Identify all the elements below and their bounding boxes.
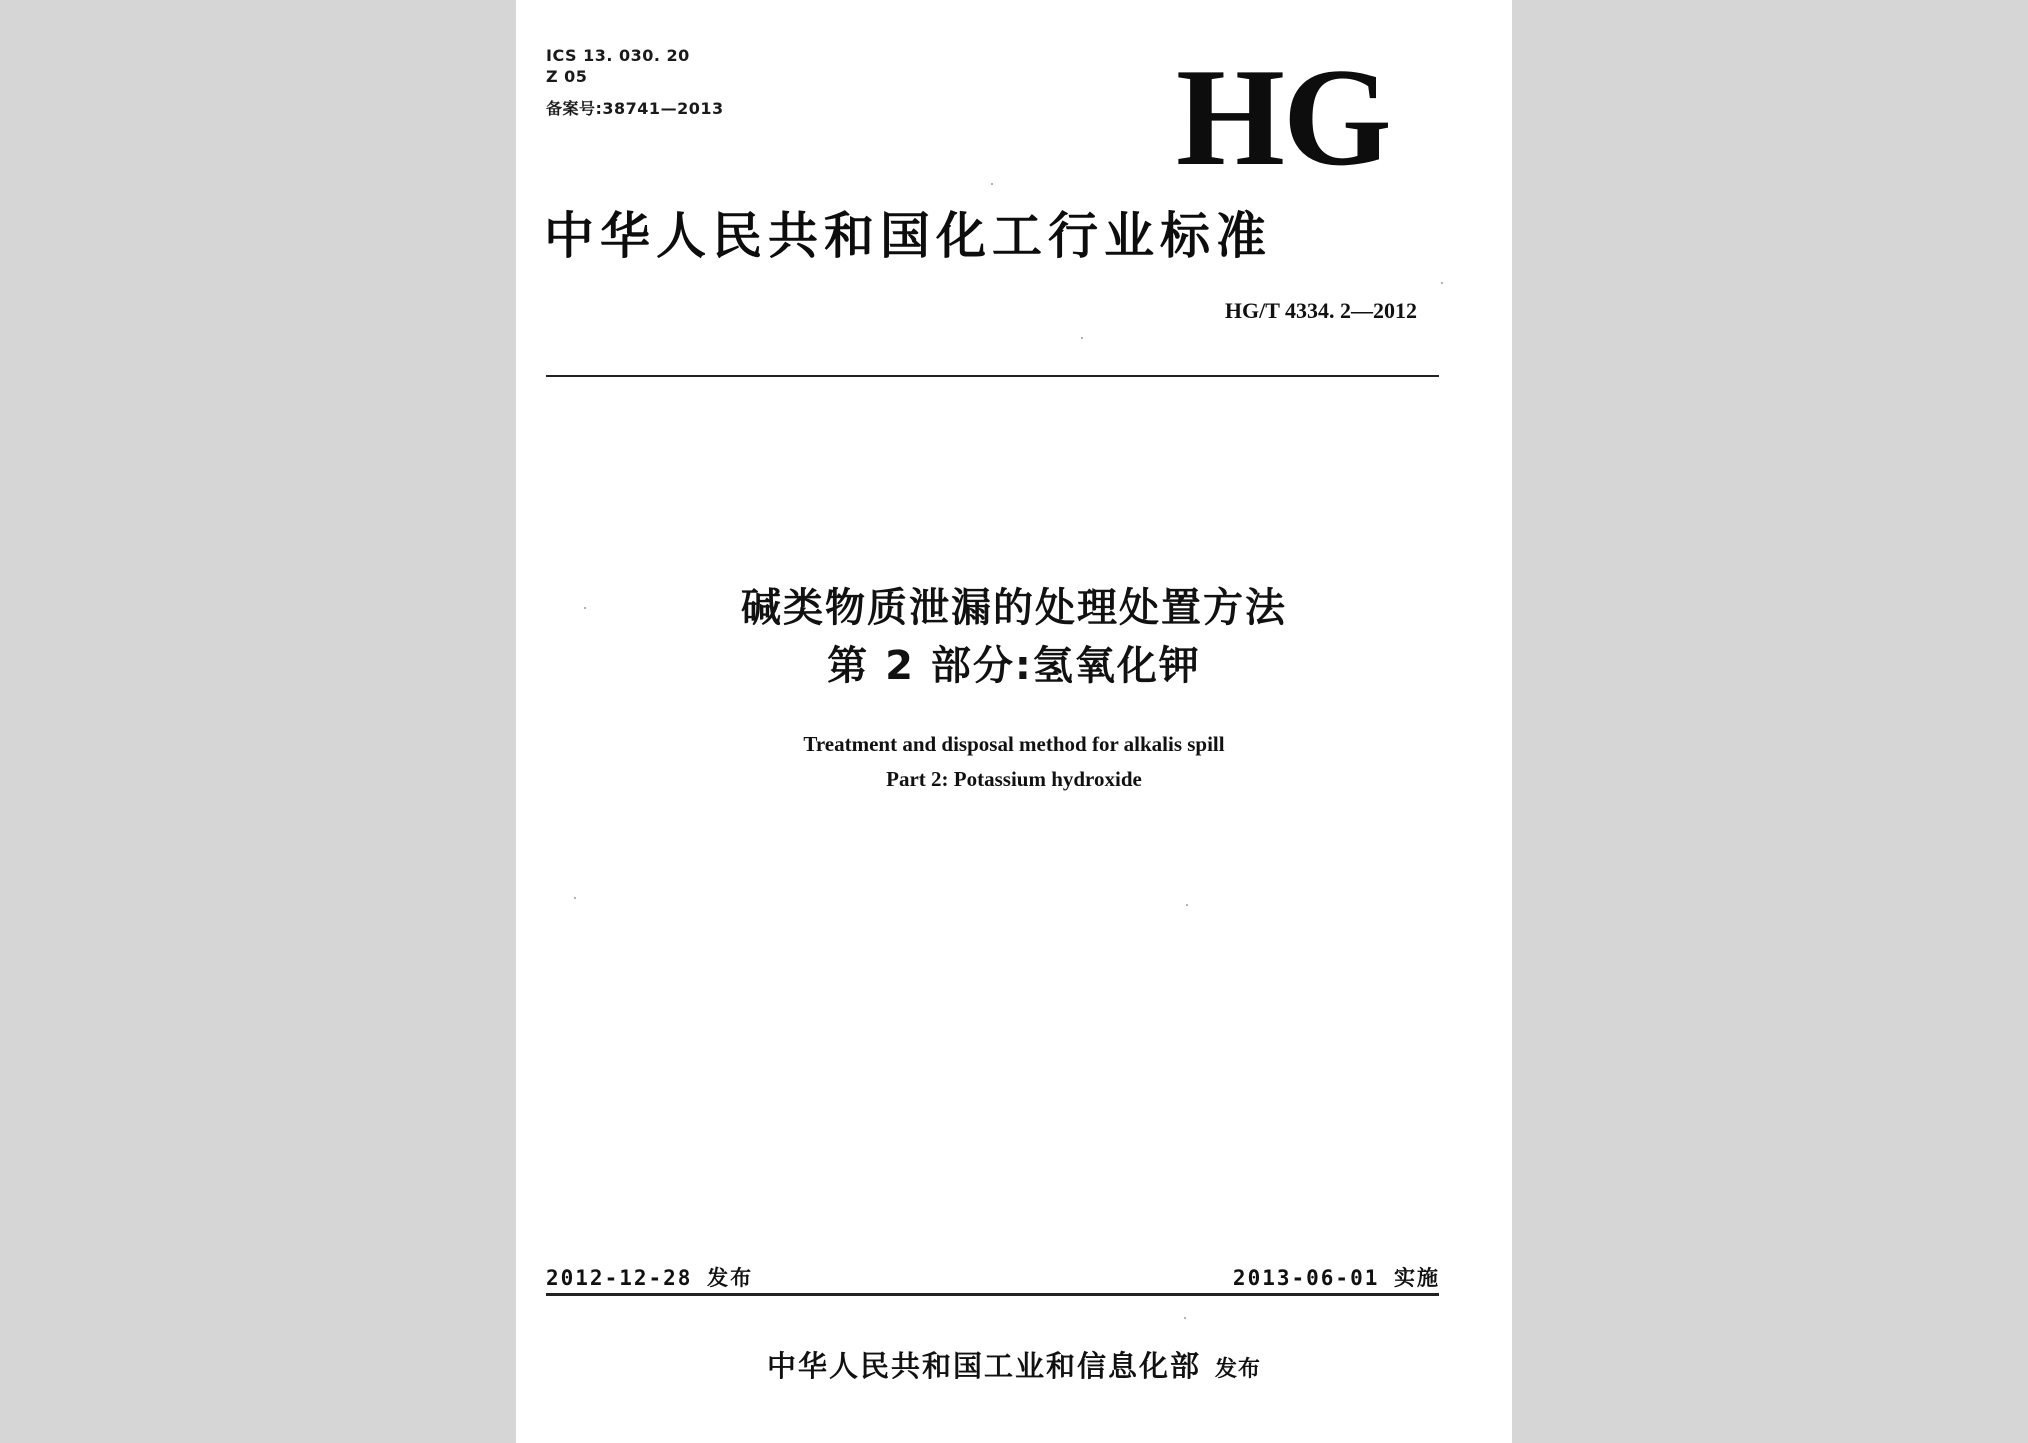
publish-date: 2012-12-28 发布: [546, 1266, 754, 1290]
scan-speck: [574, 897, 576, 899]
title-en-line2: Part 2: Potassium hydroxide: [886, 767, 1142, 791]
scan-speck: [1186, 904, 1188, 906]
title-en-line1: Treatment and disposal method for alkalis spill: [803, 732, 1225, 756]
hg-logo: HG: [1176, 40, 1390, 195]
ics-code: ICS 13. 030. 20: [546, 46, 690, 65]
footer-divider: [546, 1293, 1439, 1296]
scan-speck: [584, 607, 586, 609]
scan-speck: [991, 183, 993, 185]
header-divider: [546, 375, 1439, 377]
publisher-suffix: 发布: [1215, 1357, 1262, 1382]
publisher-name: 中华人民共和国工业和信息化部: [766, 1349, 1201, 1383]
title-cn-line1: 碱类物质泄漏的处理处置方法: [741, 585, 1287, 631]
standard-number: HG/T 4334. 2—2012: [1224, 298, 1417, 323]
standard-type-title: 中华人民共和国化工行业标准: [544, 206, 1272, 265]
scan-speck: [1081, 337, 1083, 339]
title-cn-line2: 第 2 部分:氢氧化钾: [827, 643, 1201, 689]
category-code: Z 05: [546, 67, 588, 86]
scan-speck: [1441, 282, 1443, 284]
implement-date: 2013-06-01 实施: [1232, 1266, 1440, 1290]
document-page: [516, 0, 1512, 1443]
filing-number: 备案号:38741—2013: [546, 99, 724, 118]
scan-speck: [1184, 1317, 1186, 1319]
publisher-line: [516, 1344, 1512, 1385]
